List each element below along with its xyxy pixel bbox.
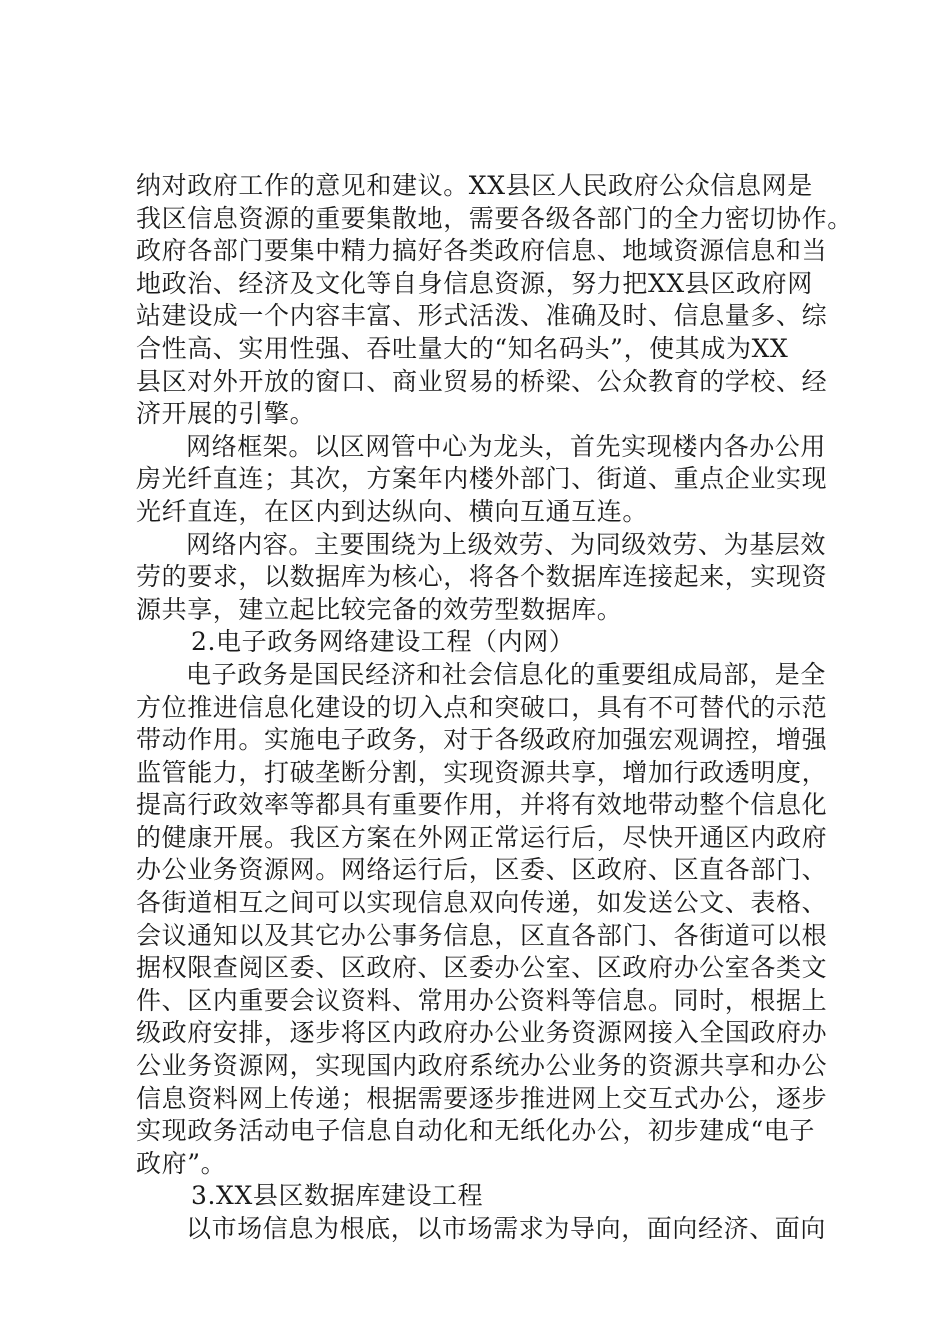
paragraph-start-line: 网络内容。主要围绕为上级效劳、为同级效劳、为基层效: [186, 529, 827, 559]
document-body: [136, 170, 853, 1246]
text-line: 带动作用。实施电子政务，对于各级政府加强宏观调控，增强: [136, 725, 828, 755]
text-line: 合性高、实用性强、吞吐量大的“知名码头”，使其成为XX: [136, 333, 789, 363]
text-line: 方位推进信息化建设的切入点和突破口，具有不可替代的示范: [136, 692, 828, 722]
text-line: 实现政务活动电子信息自动化和无纸化办公，初步建成“电子: [136, 1116, 815, 1146]
text-line: 我区信息资源的重要集散地，需要各级各部门的全力密切协作。: [136, 203, 853, 233]
text-line: 地政治、经济及文化等自身信息资源，努力把XX县区政府网: [136, 268, 813, 298]
paragraph-start-line: 网络框架。以区网管中心为龙头，首先实现楼内各办公用: [186, 431, 827, 461]
text-line: 公业务资源网，实现国内政府系统办公业务的资源共享和办公: [136, 1051, 828, 1081]
text-line: 政府各部门要集中精力搞好各类政府信息、地域资源信息和当: [136, 236, 828, 266]
text-line: 信息资料网上传递；根据需要逐步推进网上交互式办公，逐步: [136, 1083, 828, 1113]
text-line: 办公业务资源网。网络运行后，区委、区政府、区直各部门、: [136, 855, 828, 885]
section-heading: 2.电子政务网络建设工程（内网）: [191, 627, 575, 657]
section-heading: 3.XX县区数据库建设工程: [191, 1181, 484, 1211]
text-line: 级政府安排，逐步将区内政府办公业务资源网接入全国政府办: [136, 1018, 828, 1048]
text-line: 劳的要求，以数据库为核心，将各个数据库连接起来，实现资: [136, 562, 828, 592]
text-line: 纳对政府工作的意见和建议。XX县区人民政府公众信息网是: [136, 171, 813, 200]
paragraph-start-line: 电子政务是国民经济和社会信息化的重要组成局部，是全: [186, 659, 827, 689]
text-line: 提高行政效率等都具有重要作用，并将有效地带动整个信息化: [136, 790, 828, 820]
text-line: 源共享，建立起比较完备的效劳型数据库。: [136, 594, 623, 624]
text-line: 济开展的引擎。: [136, 399, 316, 429]
paragraph-start-line: 以市场信息为根底，以市场需求为导向，面向经济、面向: [186, 1214, 827, 1243]
text-line: 件、区内重要会议资料、常用办公资料等信息。同时，根据上: [136, 985, 828, 1015]
text-line: 光纤直连，在区内到达纵向、横向互通互连。: [136, 496, 649, 526]
text-line: 的健康开展。我区方案在外网正常运行后，尽快开通区内政府: [136, 822, 828, 852]
text-line: 会议通知以及其它办公事务信息，区直各部门、各街道可以根: [136, 920, 828, 950]
text-line: 监管能力，打破垄断分割，实现资源共享，增加行政透明度，: [136, 757, 828, 787]
text-line: 站建设成一个内容丰富、形式活泼、准确及时、信息量多、综: [136, 301, 828, 331]
text-line: 县区对外开放的窗口、商业贸易的桥梁、公众教育的学校、经: [136, 366, 828, 396]
text-line: 各街道相互之间可以实现信息双向传递，如发送公文、表格、: [136, 888, 828, 918]
text-line: 房光纤直连；其次，方案年内楼外部门、街道、重点企业实现: [136, 464, 828, 494]
text-line: 据权限查阅区委、区政府、区委办公室、区政府办公室各类文: [136, 953, 828, 983]
text-line: 政府”。: [136, 1148, 227, 1178]
